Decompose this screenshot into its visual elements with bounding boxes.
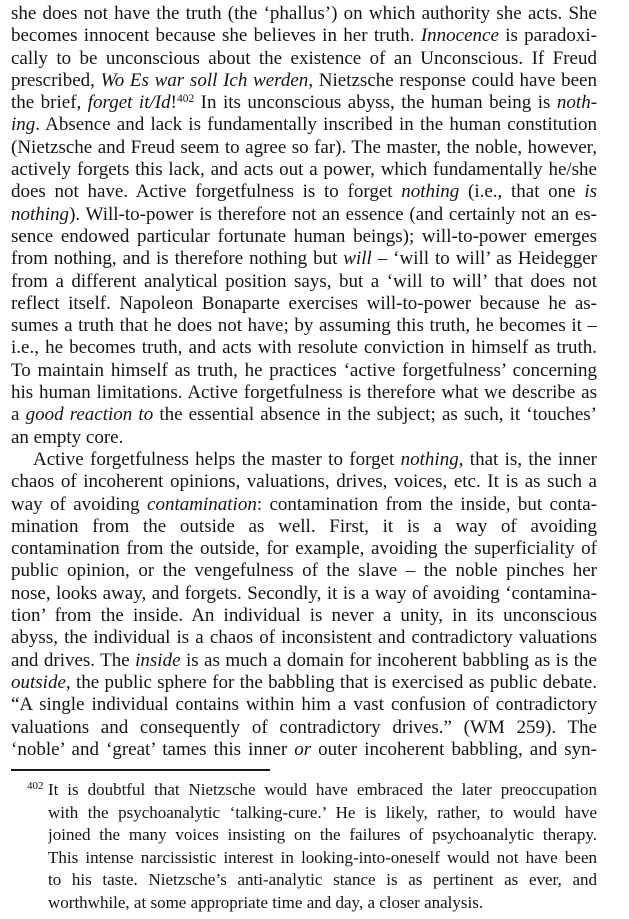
footnote-text — [48, 779, 597, 915]
footnote — [11, 779, 597, 915]
text-line: worthwhile, at some appropriate time and day, a closer analysis. — [48, 892, 484, 912]
text-line: nothing). Will-to-power is therefore not an essence (and certainly not an es- — [11, 203, 597, 225]
text-line: becomes innocent because she believes in her truth. Innocence is paradoxi- — [11, 25, 597, 47]
text-line: valuations and consequently of contradictory drives.” (WM 259). The — [11, 716, 597, 738]
text-line: and drives. The inside is as much a domain for incoherent babbling as is the — [11, 649, 597, 671]
text-line: Active forgetfulness helps the master to forget nothing, that is, the inner — [33, 448, 597, 470]
text-line: It is doubtful that Nietzsche would have embraced the later preoccupation — [48, 780, 597, 799]
text-line: “A single individual contains within him a vast confusion of contradictory — [11, 694, 597, 716]
body-text — [11, 3, 597, 761]
text-line: with the psychoanalytic ‘talking-cure.’ He is likely, rather, to would have — [48, 802, 597, 822]
text-line: public opinion, or the vengefulness of the slave – the noble pinches her — [11, 560, 597, 582]
text-line: reflect itself. Napoleon Bonaparte exercises will-to-power because he as- — [11, 292, 597, 314]
text-line: i.e., he becomes truth, and acts with resolute conviction in himself as truth. — [11, 337, 597, 359]
text-line: prescribed, Wo Es war soll Ich werden, Nietzsche response could have been — [11, 69, 597, 91]
text-line: sumes a truth that he does not have; by assuming this truth, he becomes it – — [11, 315, 597, 337]
text-line: outside, the public sphere for the babbling that is exercised as public debate. — [11, 671, 597, 693]
text-line: (Nietzsche and Freud seem to agree so far). The master, the noble, however, — [11, 136, 597, 158]
text-line: a good reaction to the essential absence in the subject; as such, it ‘touches’ — [11, 404, 597, 426]
text-line: does not have. Active forgetfulness is to forget nothing (i.e., that one is — [11, 181, 597, 203]
text-line: chaos of incoherent opinions, valuations, drives, voices, etc. It is as such a — [11, 471, 597, 493]
text-line: ing. Absence and lack is fundamentally inscribed in the human constitution — [11, 114, 597, 136]
text-line: to his taste. Nietzsche’s anti-analytic stance is as pertinent as ever, and — [48, 870, 597, 890]
text-line: cally to be unconscious about the existence of an Unconscious. If Freud — [11, 47, 597, 69]
footnote-number: 402 — [27, 780, 44, 792]
text-line: mination from the outside as well. First, it is a way of avoiding — [11, 515, 597, 537]
text-line: from a different analytical position says, but a ‘will to will’ that does not — [11, 270, 597, 292]
text-line: abyss, the individual is a chaos of inconsistent and contradictory valuations — [11, 627, 597, 649]
text-line: from nothing, and is therefore nothing but will – ‘will to will’ as Heidegger — [11, 248, 597, 270]
text-line: way of avoiding contamination: contamination from the inside, but conta- — [11, 493, 597, 515]
text-line: joined the many voices insisting on the failures of psychoanalytic therapy. — [48, 825, 597, 845]
text-line: an empty core. — [11, 426, 124, 448]
text-line: the brief, forget it/Id!$^{402}$ In its unconscious abyss, the human being is noth- — [11, 92, 597, 114]
text-line: This intense narcissistic interest in looking-into-oneself would not have been — [48, 847, 597, 867]
text-line: sence endowed particular fortunate human beings); will-to-power emerges — [11, 225, 597, 247]
footnote-separator — [11, 769, 270, 771]
text-line: contamination from the outside, for example, avoiding the superficiality of — [11, 538, 597, 560]
text-line: actively forgets this lack, and acts out a power, which fundamentally he/she — [11, 159, 597, 181]
text-line: she does not have the truth (the ‘phallus’) on which authority she acts. She — [11, 3, 597, 24]
text-line: nose, looks away, and forgets. Secondly, it is a way of avoiding ‘contamina- — [11, 582, 597, 604]
text-line: To maintain himself as truth, he practices ‘active forgetfulness’ concerning — [11, 359, 597, 381]
text-line: tion’ from the inside. An individual is never a unity, in its unconscious — [11, 605, 597, 627]
text-line: ‘noble’ and ‘great’ tames this inner or outer incoherent babbling, and syn- — [11, 738, 597, 760]
text-line: his human limitations. Active forgetfulness is therefore what we describe as — [11, 382, 597, 404]
